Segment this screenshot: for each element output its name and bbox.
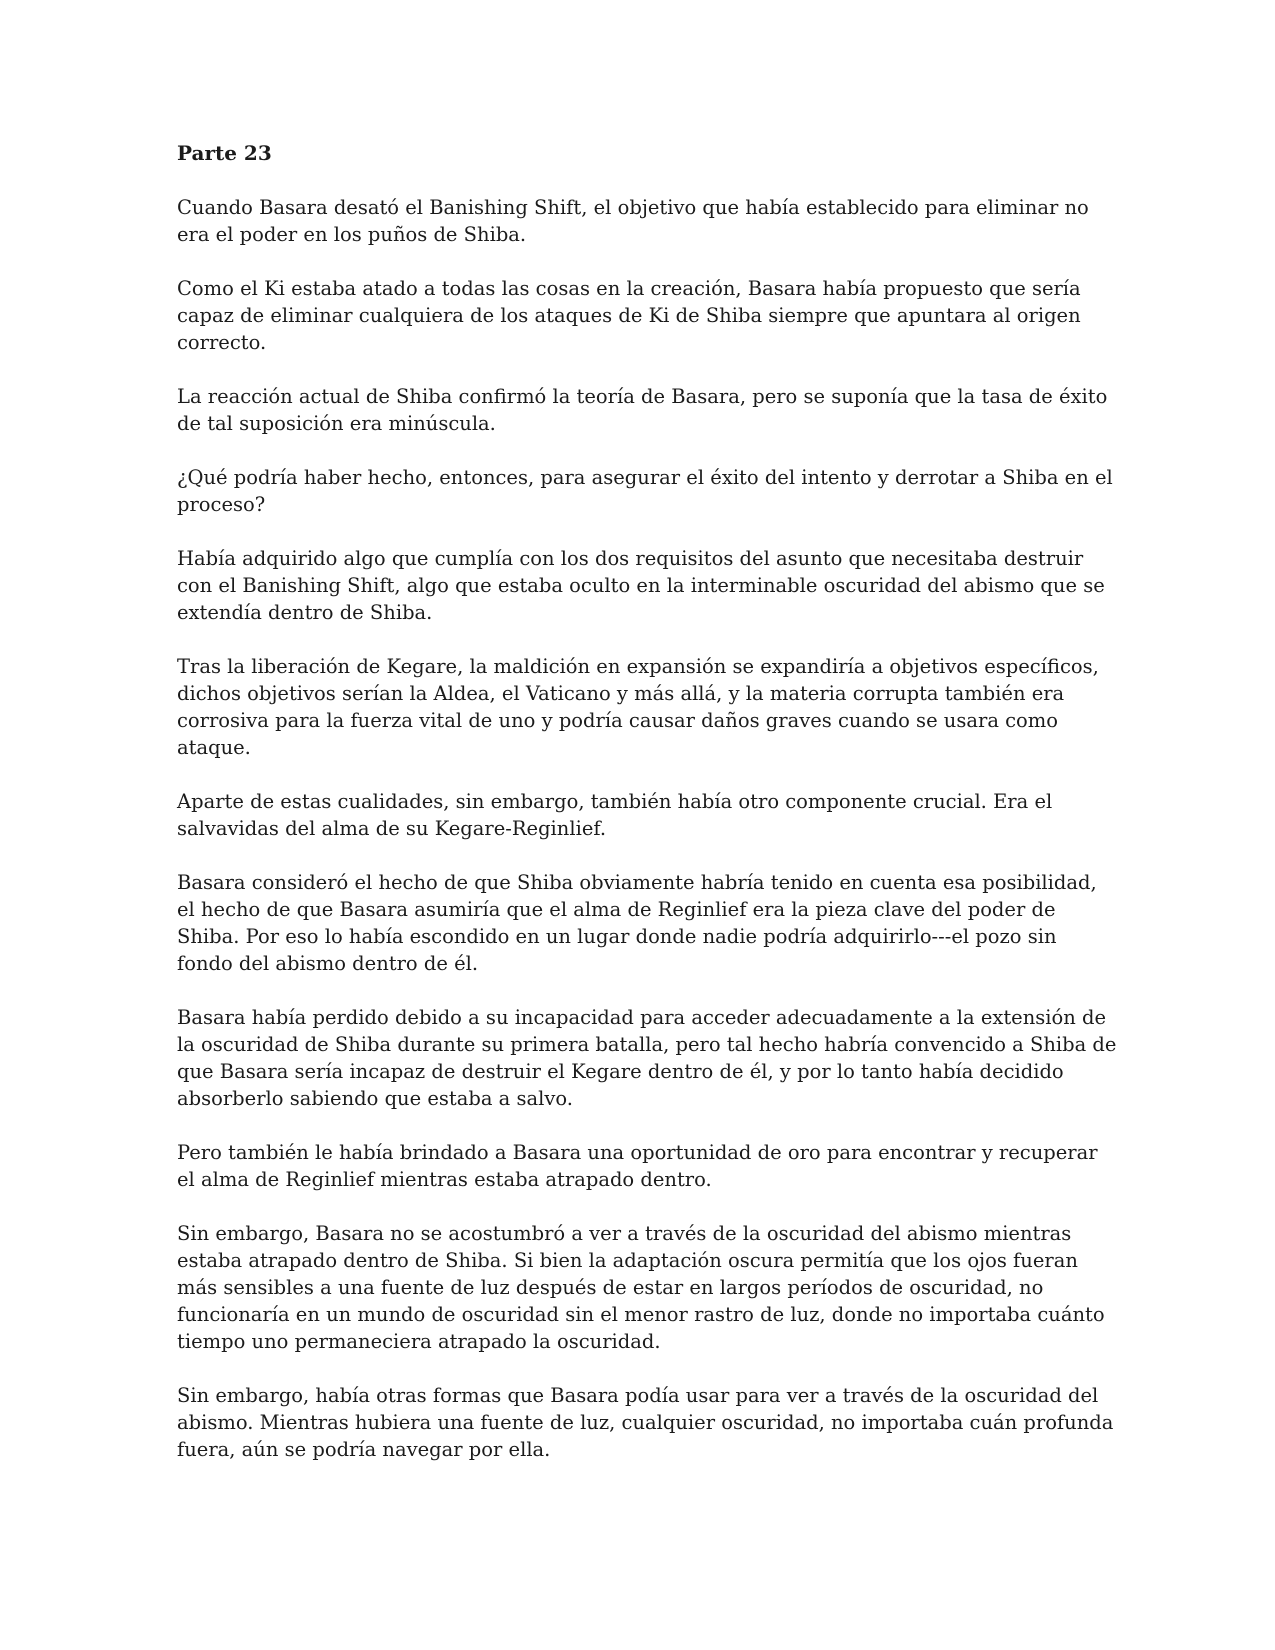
paragraph-9: Basara había perdido debido a su incapacidad para acceder adecuadamente a la extensión de la oscuridad de Shiba durante su primera batalla, pero tal hecho habría convencido a Shiba de que Basara sería incapaz de destruir el Kegare dentro de él, y por lo tanto había decidido absorberlo sabiendo que estaba a salvo.	[177, 1006, 1117, 1110]
paragraph-12: Sin embargo, había otras formas que Basara podía usar para ver a través de la oscuridad del abismo. Mientras hubiera una fuente de luz, cualquier oscuridad, no importaba cuán profunda fuera, aún se podría navegar por ella.	[177, 1384, 1114, 1461]
paragraph-11: Sin embargo, Basara no se acostumbró a ver a través de la oscuridad del abismo mientras estaba atrapado dentro de Shiba. Si bien la adaptación oscura permitía que los ojos fueran más sensibles a una fuente de luz después de estar en largos períodos de oscuridad, no funcionaría en un mundo de oscuridad sin el menor rastro de luz, donde no importaba cuánto tiempo uno permaneciera atrapado la oscuridad.	[177, 1222, 1105, 1353]
paragraph-1: Cuando Basara desató el Banishing Shift, el objetivo que había establecido para eliminar no era el poder en los puños de Shiba.	[177, 196, 1089, 246]
chapter-title: Parte 23	[177, 141, 272, 165]
paragraph-8: Basara consideró el hecho de que Shiba obviamente habría tenido en cuenta esa posibilidad, el hecho de que Basara asumiría que el alma de Reginlief era la pieza clave del poder de Shiba. Por eso lo había escondido en un lugar donde nadie podría adquirirlo---el pozo sin fondo del abismo dentro de él.	[177, 871, 1097, 975]
paragraph-3: La reacción actual de Shiba confirmó la teoría de Basara, pero se suponía que la tasa de éxito de tal suposición era minúscula.	[177, 385, 1108, 435]
paragraph-7: Aparte de estas cualidades, sin embargo, también había otro componente crucial. Era el salvavidas del alma de su Kegare-Reginlief.	[177, 790, 1053, 840]
paragraph-4: ¿Qué podría haber hecho, entonces, para asegurar el éxito del intento y derrotar a Shiba en el proceso?	[177, 466, 1113, 516]
paragraph-10: Pero también le había brindado a Basara una oportunidad de oro para encontrar y recuperar el alma de Reginlief mientras estaba atrapado dentro.	[177, 1141, 1098, 1191]
paragraph-5: Había adquirido algo que cumplía con los dos requisitos del asunto que necesitaba destruir con el Banishing Shift, algo que estaba oculto en la interminable oscuridad del abismo que se extendía dentro de Shiba.	[177, 547, 1105, 624]
paragraph-2: Como el Ki estaba atado a todas las cosas en la creación, Basara había propuesto que sería capaz de eliminar cualquiera de los ataques de Ki de Shiba siempre que apuntara al origen correcto.	[177, 277, 1081, 354]
paragraph-6: Tras la liberación de Kegare, la maldición en expansión se expandiría a objetivos específicos, dichos objetivos serían la Aldea, el Vaticano y más allá, y la materia corrupta también era corrosiva para la fuerza vital de uno y podría causar daños graves cuando se usara como ataque.	[177, 655, 1099, 759]
document-body	[177, 140, 1117, 1490]
